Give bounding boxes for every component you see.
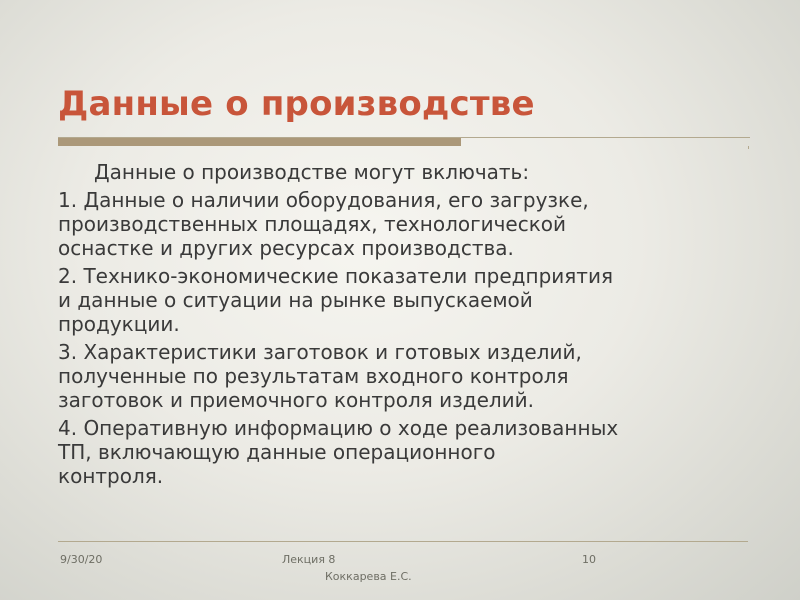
list-item xyxy=(58,188,758,260)
list-item-line: и данные о ситуации на рынке выпускаемой xyxy=(58,288,533,312)
list-item-line: 1. Данные о наличии оборудования, его загрузке, xyxy=(58,188,589,212)
list-item xyxy=(58,416,758,488)
list-item-line: оснастке и других ресурсах производства. xyxy=(58,236,514,260)
list-item xyxy=(58,264,758,336)
slide-title: Данные о производстве xyxy=(58,84,535,124)
footer-date: 9/30/20 xyxy=(60,553,103,566)
footer-author: Коккарева Е.С. xyxy=(325,570,412,583)
list-item-line: продукции. xyxy=(58,312,180,336)
list-item-line: 3. Характеристики заготовок и готовых изделий, xyxy=(58,340,582,364)
slide-body xyxy=(58,160,758,492)
list-item xyxy=(58,340,758,412)
list-item-line: заготовок и приемочного контроля изделий. xyxy=(58,388,535,412)
list-item-line: 2. Технико-экономические показатели предприятия xyxy=(58,264,613,288)
list-item-line: контроля. xyxy=(58,464,164,488)
title-divider-tick xyxy=(748,146,749,149)
footer-divider-line xyxy=(58,541,748,542)
intro-text: Данные о производстве могут включать: xyxy=(94,160,530,184)
footer-lecture: Лекция 8 xyxy=(282,553,336,566)
list-item-line: ТП, включающую данные операционного xyxy=(58,440,496,464)
list-item-line: 4. Оперативную информацию о ходе реализованных xyxy=(58,416,619,440)
footer-page-number: 10 xyxy=(582,553,596,566)
title-accent-bar xyxy=(58,138,461,146)
list-item-line: производственных площадях, технологической xyxy=(58,212,567,236)
list-item-line: полученные по результатам входного контроля xyxy=(58,364,569,388)
